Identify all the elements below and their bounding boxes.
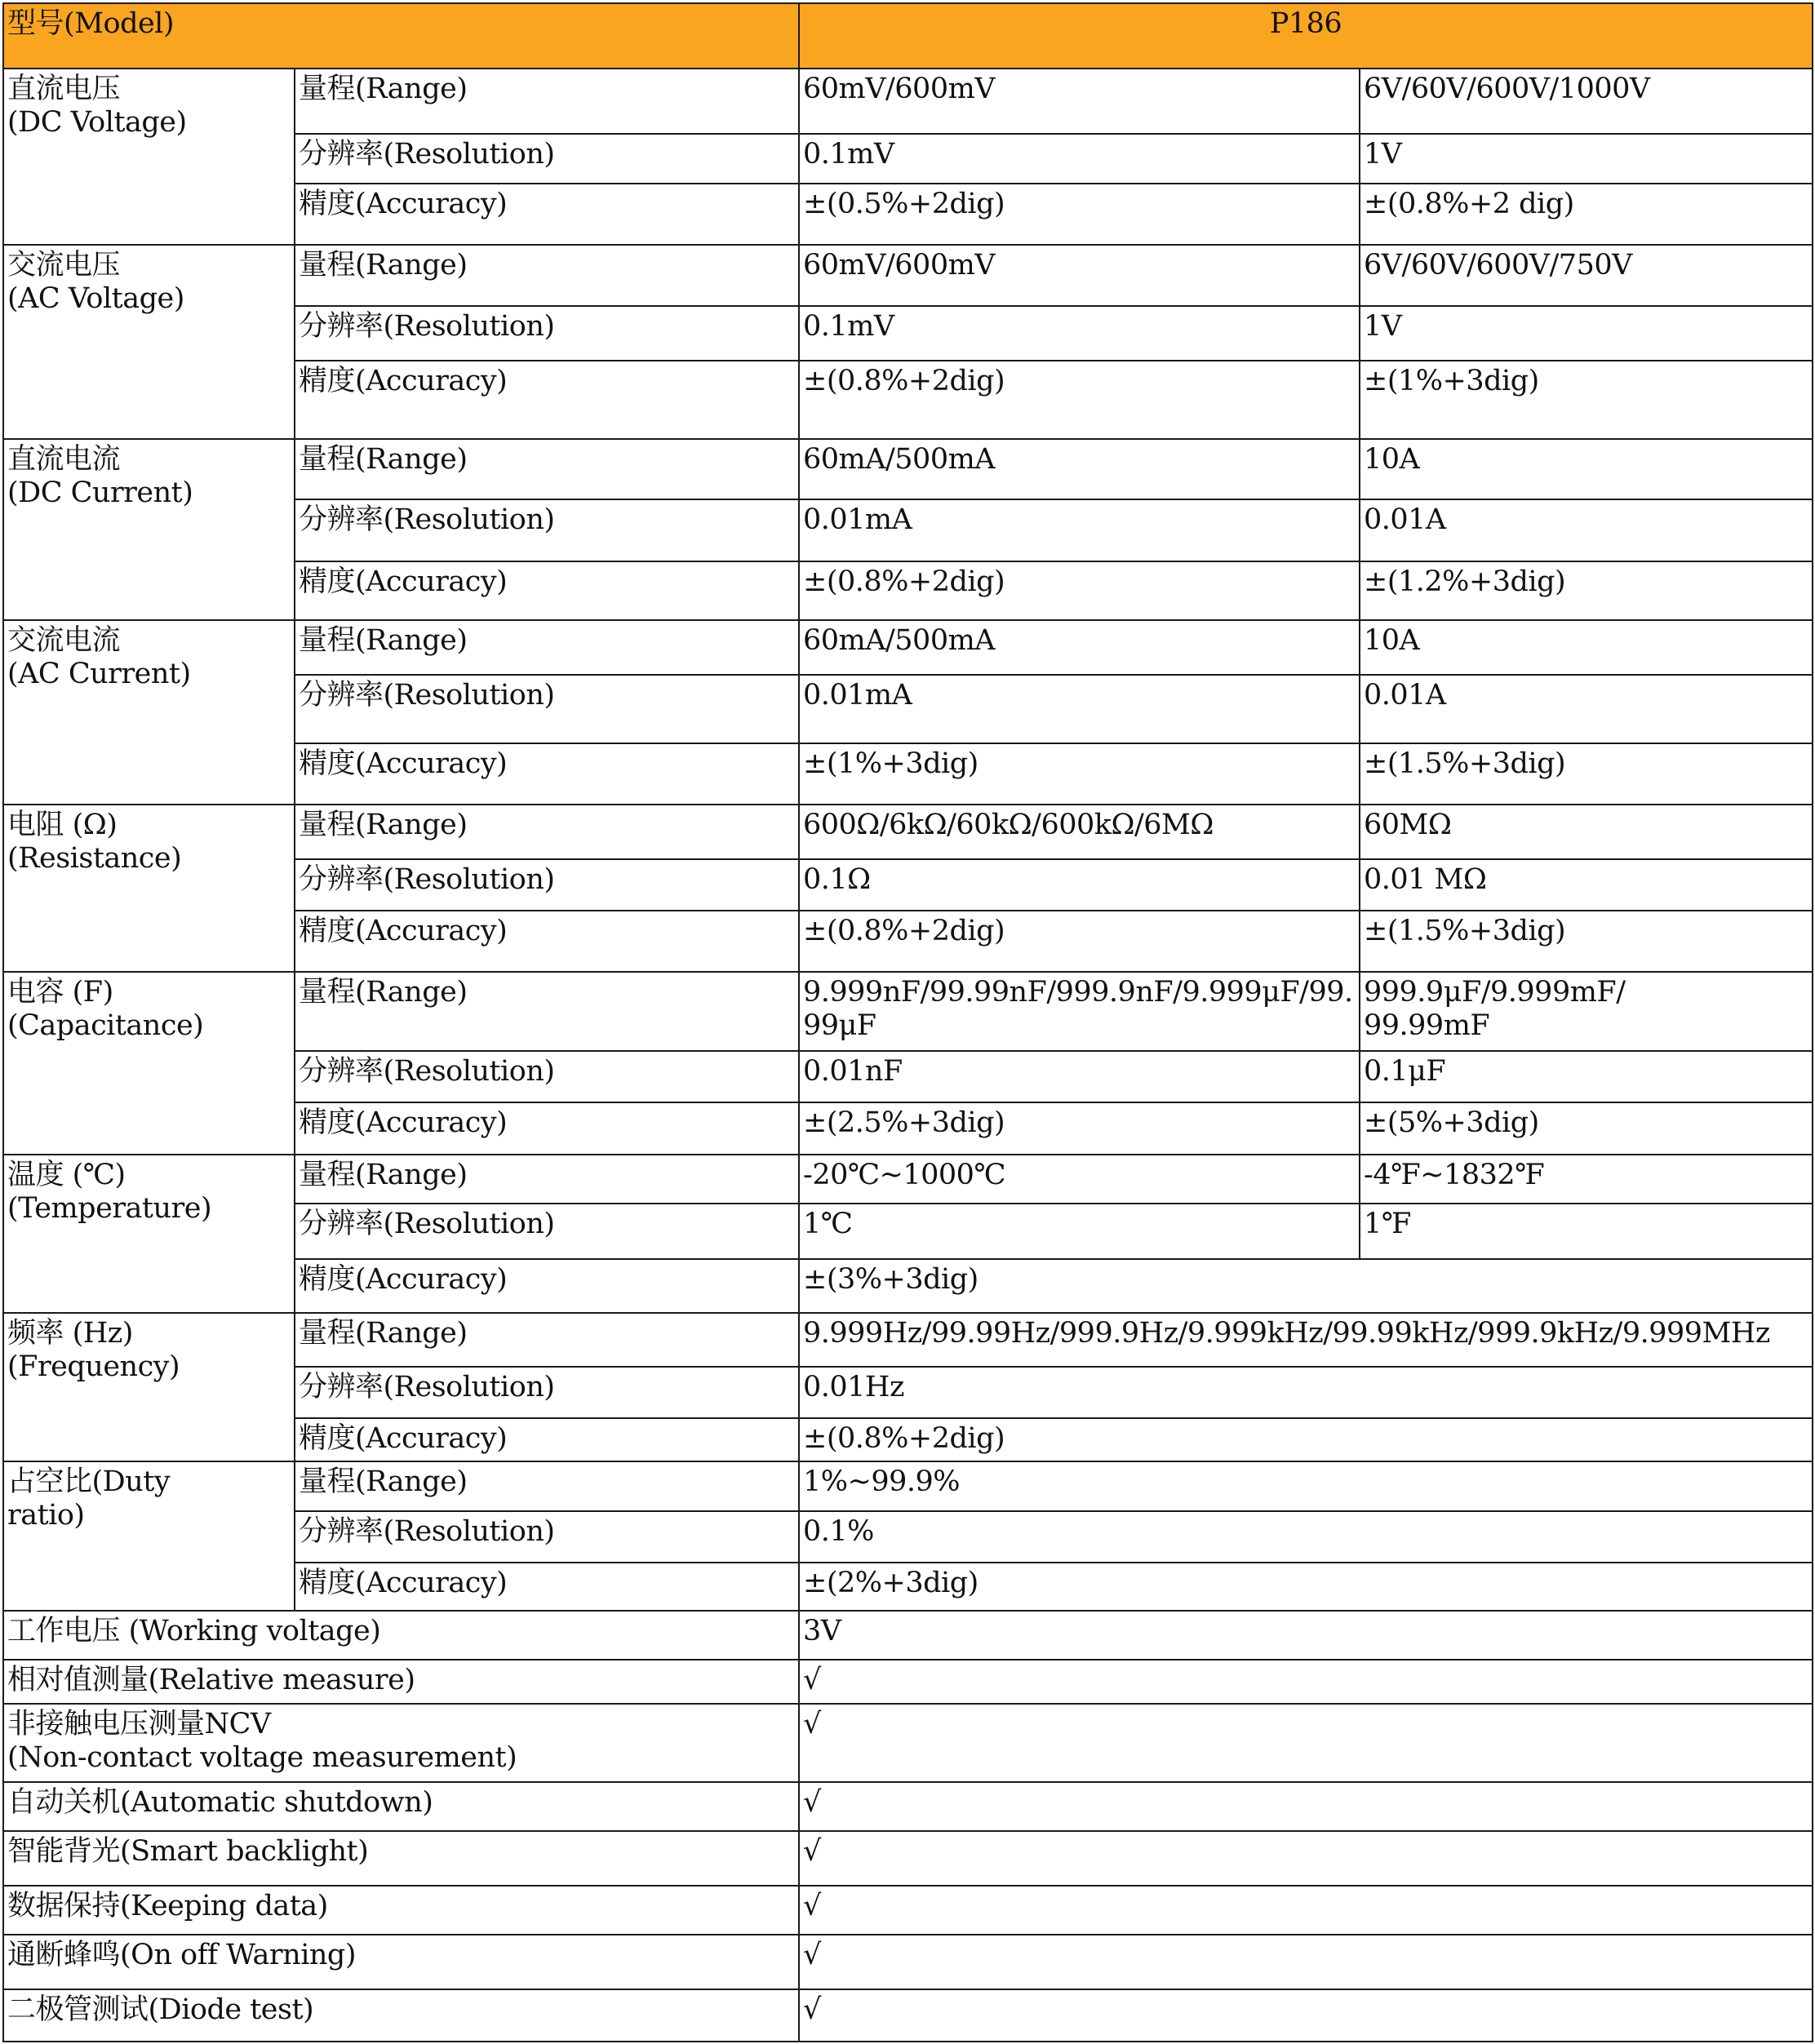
section-name-cell: 电容 (F) (Capacitance): [3, 972, 295, 1155]
table-row: [3, 1155, 1813, 1204]
value-cell-range-2: 1℉: [1360, 1204, 1813, 1259]
param-label-cell: 分辨率(Resolution): [295, 1204, 799, 1259]
value-cell-range-2: 10A: [1360, 620, 1813, 675]
model-value-cell: P186: [799, 3, 1813, 69]
value-cell-range-2: 0.1μF: [1360, 1051, 1813, 1102]
feature-row: [3, 1660, 1813, 1704]
value-cell-range-1: ±(0.5%+2dig): [799, 184, 1360, 245]
feature-row: [3, 1886, 1813, 1935]
value-cell-range-2: 6V/60V/600V/750V: [1360, 245, 1813, 306]
value-cell: 0.01Hz: [799, 1367, 1813, 1418]
value-cell-range-2: ±(1.5%+3dig): [1360, 911, 1813, 972]
section-name-cell: 电阻 (Ω) (Resistance): [3, 805, 295, 972]
value-cell-range-1: 60mV/600mV: [799, 69, 1360, 134]
value-cell-range-2: 10A: [1360, 439, 1813, 499]
value-cell-range-2: 1V: [1360, 306, 1813, 361]
feature-value-cell: √: [799, 1831, 1813, 1886]
feature-row: [3, 1611, 1813, 1660]
value-cell-range-1: ±(0.8%+2dig): [799, 361, 1360, 439]
value-cell: ±(2%+3dig): [799, 1563, 1813, 1611]
feature-row: [3, 1831, 1813, 1886]
section-name-cell: 直流电压 (DC Voltage): [3, 69, 295, 245]
param-label-cell: 分辨率(Resolution): [295, 1511, 799, 1563]
value-cell-range-1: ±(1%+3dig): [799, 743, 1360, 805]
feature-row: [3, 1782, 1813, 1831]
value-cell-range-2: ±(1.5%+3dig): [1360, 743, 1813, 805]
param-label-cell: 精度(Accuracy): [295, 1418, 799, 1461]
param-label-cell: 分辨率(Resolution): [295, 306, 799, 361]
feature-label-cell: 相对值测量(Relative measure): [3, 1660, 799, 1704]
feature-label-cell: 自动关机(Automatic shutdown): [3, 1782, 799, 1831]
param-label-cell: 精度(Accuracy): [295, 1259, 799, 1313]
value-cell-range-2: 0.01A: [1360, 675, 1813, 743]
value-cell-range-1: ±(0.8%+2dig): [799, 911, 1360, 972]
value-cell-range-2: 6V/60V/600V/1000V: [1360, 69, 1813, 134]
table-row: [3, 805, 1813, 859]
param-label-cell: 量程(Range): [295, 1155, 799, 1204]
value-cell-range-1: 60mA/500mA: [799, 439, 1360, 499]
value-cell-range-2: ±(1%+3dig): [1360, 361, 1813, 439]
value-cell-range-1: 0.1mV: [799, 306, 1360, 361]
value-cell-range-1: ±(2.5%+3dig): [799, 1102, 1360, 1155]
feature-row: [3, 1935, 1813, 1989]
value-cell-range-1: 0.01mA: [799, 499, 1360, 561]
header-row: [3, 3, 1813, 69]
value-cell-range-2: -4℉~1832℉: [1360, 1155, 1813, 1204]
param-label-cell: 量程(Range): [295, 245, 799, 306]
table-row: [3, 439, 1813, 499]
param-label-cell: 分辨率(Resolution): [295, 499, 799, 561]
param-label-cell: 量程(Range): [295, 620, 799, 675]
value-cell-range-1: 60mV/600mV: [799, 245, 1360, 306]
value-cell-range-2: 999.9μF/9.999mF/ 99.99mF: [1360, 972, 1813, 1051]
param-label-cell: 精度(Accuracy): [295, 1102, 799, 1155]
table-row: [3, 245, 1813, 306]
value-cell-range-1: 0.01mA: [799, 675, 1360, 743]
param-label-cell: 量程(Range): [295, 805, 799, 859]
param-label-cell: 精度(Accuracy): [295, 184, 799, 245]
feature-label-cell: 非接触电压测量NCV (Non-contact voltage measurement): [3, 1704, 799, 1782]
param-label-cell: 精度(Accuracy): [295, 561, 799, 620]
value-cell-range-1: 9.999nF/99.99nF/999.9nF/9.999μF/99.99μF: [799, 972, 1360, 1051]
feature-label-cell: 数据保持(Keeping data): [3, 1886, 799, 1935]
model-label-cell: 型号(Model): [3, 3, 799, 69]
spec-table: [2, 2, 1813, 2042]
value-cell-range-2: ±(1.2%+3dig): [1360, 561, 1813, 620]
value-cell-range-2: ±(5%+3dig): [1360, 1102, 1813, 1155]
section-name-cell: 占空比(Duty ratio): [3, 1461, 295, 1611]
section-name-cell: 交流电压 (AC Voltage): [3, 245, 295, 439]
param-label-cell: 分辨率(Resolution): [295, 859, 799, 911]
value-cell-range-2: 60MΩ: [1360, 805, 1813, 859]
param-label-cell: 精度(Accuracy): [295, 911, 799, 972]
feature-value-cell: 3V: [799, 1611, 1813, 1660]
param-label-cell: 精度(Accuracy): [295, 1563, 799, 1611]
feature-value-cell: √: [799, 1782, 1813, 1831]
param-label-cell: 分辨率(Resolution): [295, 134, 799, 184]
value-cell-range-2: ±(0.8%+2 dig): [1360, 184, 1813, 245]
param-label-cell: 量程(Range): [295, 1313, 799, 1367]
value-cell: ±(0.8%+2dig): [799, 1418, 1813, 1461]
value-cell-range-1: 60mA/500mA: [799, 620, 1360, 675]
value-cell-range-1: 600Ω/6kΩ/60kΩ/600kΩ/6MΩ: [799, 805, 1360, 859]
param-label-cell: 量程(Range): [295, 69, 799, 134]
param-label-cell: 量程(Range): [295, 439, 799, 499]
table-row: [3, 69, 1813, 134]
feature-row: [3, 1704, 1813, 1782]
feature-label-cell: 智能背光(Smart backlight): [3, 1831, 799, 1886]
param-label-cell: 分辨率(Resolution): [295, 1367, 799, 1418]
value-cell: 9.999Hz/99.99Hz/999.9Hz/9.999kHz/99.99kHz/999.9kHz/9.999MHz: [799, 1313, 1813, 1367]
section-name-cell: 交流电流 (AC Current): [3, 620, 295, 805]
value-cell-range-1: -20℃~1000℃: [799, 1155, 1360, 1204]
feature-label-cell: 二极管测试(Diode test): [3, 1989, 799, 2042]
feature-row: [3, 1989, 1813, 2042]
value-cell-range-1: 0.01nF: [799, 1051, 1360, 1102]
value-cell: 0.1%: [799, 1511, 1813, 1563]
value-cell: 1%~99.9%: [799, 1461, 1813, 1511]
table-row: [3, 972, 1813, 1051]
section-name-cell: 频率 (Hz) (Frequency): [3, 1313, 295, 1461]
feature-value-cell: √: [799, 1660, 1813, 1704]
value-cell-range-2: 0.01 MΩ: [1360, 859, 1813, 911]
value-cell-range-2: 0.01A: [1360, 499, 1813, 561]
section-name-cell: 温度 (℃) (Temperature): [3, 1155, 295, 1313]
value-cell-range-2: 1V: [1360, 134, 1813, 184]
feature-value-cell: √: [799, 1935, 1813, 1989]
value-cell-range-1: 1℃: [799, 1204, 1360, 1259]
value-cell-range-1: ±(0.8%+2dig): [799, 561, 1360, 620]
feature-label-cell: 工作电压 (Working voltage): [3, 1611, 799, 1660]
param-label-cell: 精度(Accuracy): [295, 743, 799, 805]
feature-value-cell: √: [799, 1989, 1813, 2042]
table-row: [3, 620, 1813, 675]
value-cell-range-1: 0.1Ω: [799, 859, 1360, 911]
value-cell: ±(3%+3dig): [799, 1259, 1813, 1313]
section-name-cell: 直流电流 (DC Current): [3, 439, 295, 620]
param-label-cell: 量程(Range): [295, 1461, 799, 1511]
param-label-cell: 精度(Accuracy): [295, 361, 799, 439]
feature-value-cell: √: [799, 1704, 1813, 1782]
param-label-cell: 量程(Range): [295, 972, 799, 1051]
spec-table-body: [3, 3, 1813, 2042]
table-row: [3, 1461, 1813, 1511]
feature-value-cell: √: [799, 1886, 1813, 1935]
value-cell-range-1: 0.1mV: [799, 134, 1360, 184]
table-row: [3, 1313, 1813, 1367]
param-label-cell: 分辨率(Resolution): [295, 1051, 799, 1102]
param-label-cell: 分辨率(Resolution): [295, 675, 799, 743]
feature-label-cell: 通断蜂鸣(On off Warning): [3, 1935, 799, 1989]
